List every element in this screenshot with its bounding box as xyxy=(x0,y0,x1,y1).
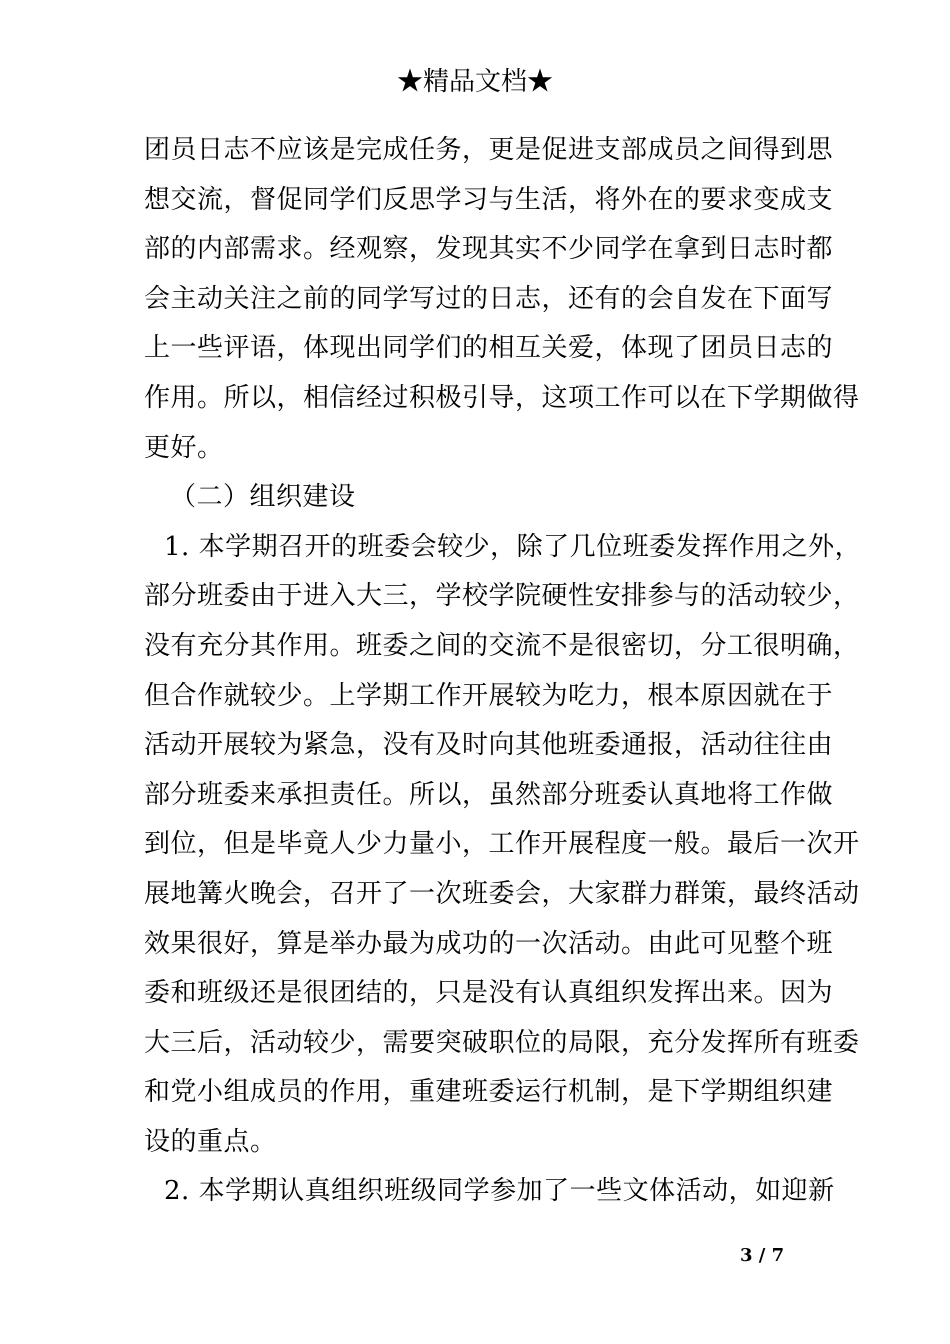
body-line: 上一些评语，体现出同学们的相互关爱，体现了团员日志的 xyxy=(144,333,834,364)
body-line: 2. 本学期认真组织班级同学参加了一些文体活动，如迎新 xyxy=(164,1176,835,1207)
body-line: 部的内部需求。经观察，发现其实不少同学在拿到日志时都 xyxy=(144,234,834,265)
body-line: 展地篝火晚会，召开了一次班委会，大家群力群策，最终活动 xyxy=(144,878,860,909)
body-line: 活动开展较为紧急，没有及时向其他班委通报，活动往往由 xyxy=(144,730,834,761)
body-line: 到位，但是毕竟人少力量小，工作开展程度一般。最后一次开 xyxy=(144,829,860,860)
body-line: 设的重点。 xyxy=(144,1126,277,1157)
body-line: 部分班委由于进入大三，学校学院硬性安排参与的活动较少， xyxy=(144,581,860,612)
body-line: 更好。 xyxy=(144,432,224,463)
body-line: 会主动关注之前的同学写过的日志，还有的会自发在下面写 xyxy=(144,283,834,314)
body-line: 委和班级还是很团结的，只是没有认真组织发挥出来。因为 xyxy=(144,978,834,1009)
body-line: 大三后，活动较少，需要突破职位的局限，充分发挥所有班委 xyxy=(144,1027,860,1058)
body-line: 部分班委来承担责任。所以，虽然部分班委认真地将工作做 xyxy=(144,779,834,810)
document-body xyxy=(144,126,862,1217)
body-line: 想交流，督促同学们反思学习与生活，将外在的要求变成支 xyxy=(144,184,834,215)
section-heading: （二）组织建设 xyxy=(170,482,356,513)
body-line: 团员日志不应该是完成任务，更是促进支部成员之间得到思 xyxy=(144,135,834,165)
body-line: 作用。所以，相信经过积极引导，这项工作可以在下学期做得 xyxy=(144,382,860,413)
body-line: 没有充分其作用。班委之间的交流不是很密切，分工很明确， xyxy=(144,630,860,661)
body-line: 但合作就较少。上学期工作开展较为吃力，根本原因就在于 xyxy=(144,680,834,711)
page-number: 3 / 7 xyxy=(740,1245,785,1266)
body-line: 1. 本学期召开的班委会较少，除了几位班委发挥作用之外， xyxy=(164,531,862,562)
page-header-title: ★精品文档★ xyxy=(396,67,553,97)
body-line: 和党小组成员的作用，重建班委运行机制，是下学期组织建 xyxy=(144,1077,834,1108)
body-line: 效果很好，算是举办最为成功的一次活动。由此可见整个班 xyxy=(144,928,834,959)
